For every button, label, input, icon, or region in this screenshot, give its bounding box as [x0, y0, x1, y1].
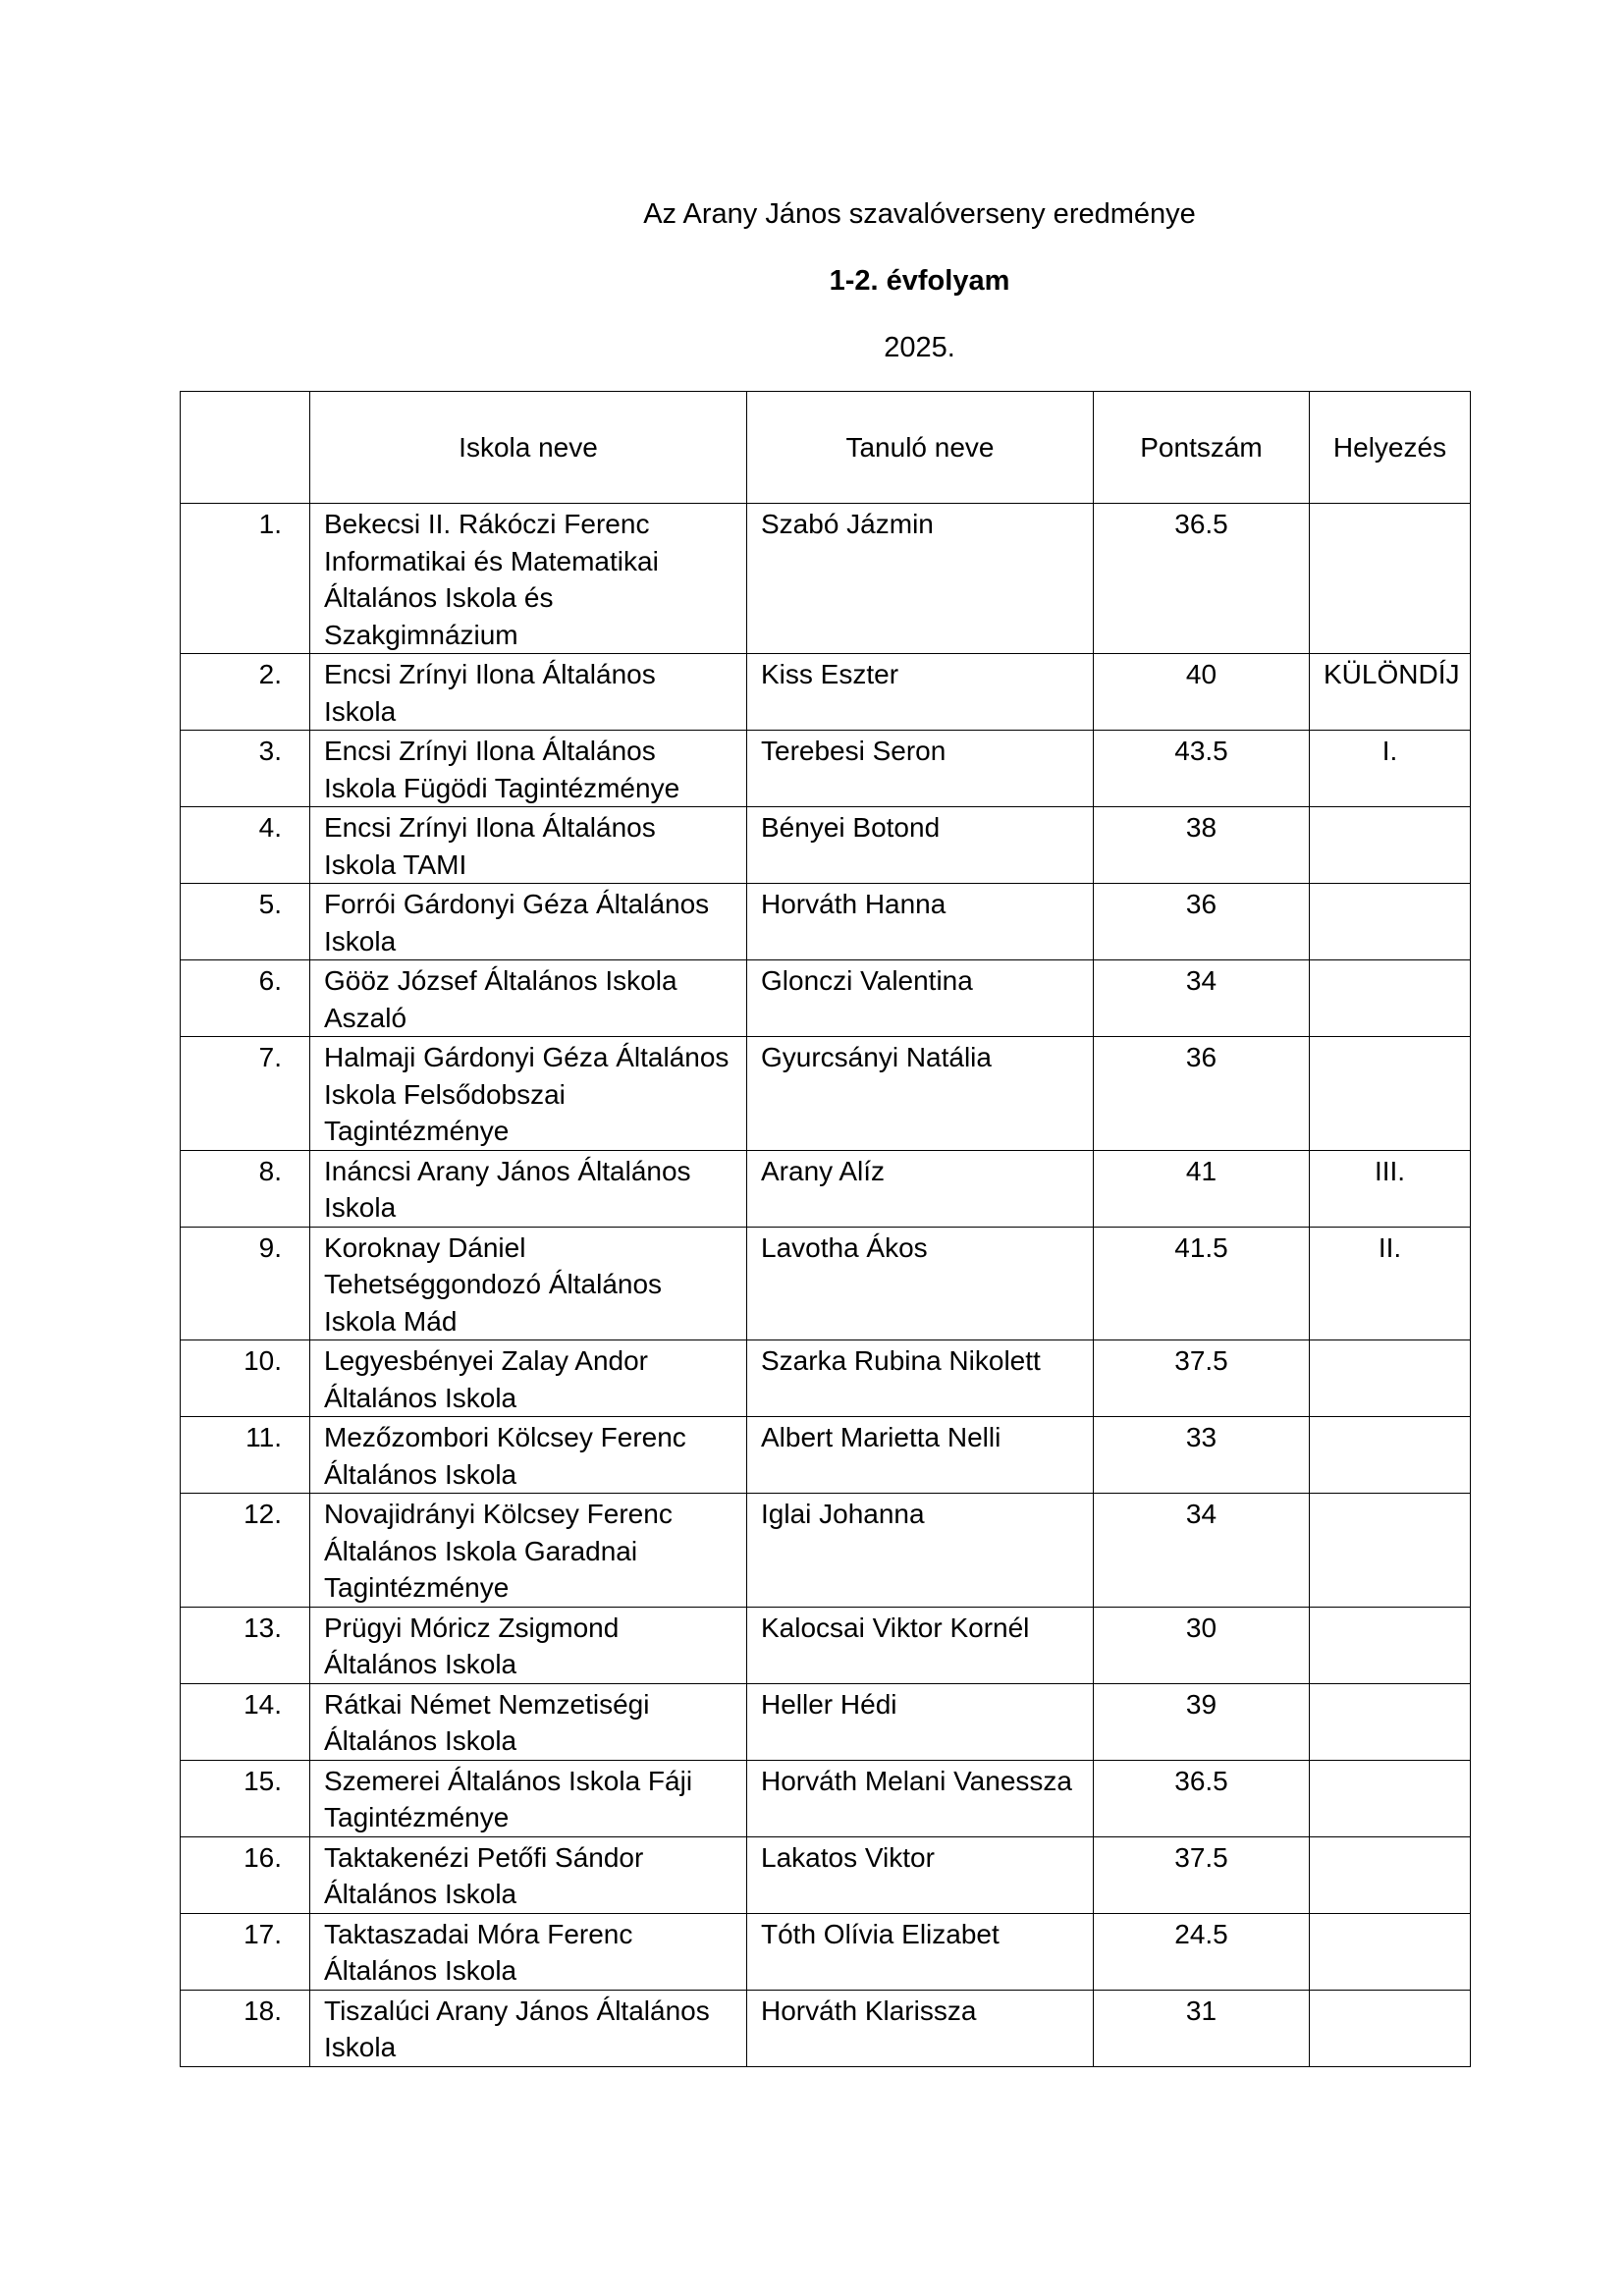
school-name-cell: Encsi Zrínyi Ilona Általános Iskola TAMI [310, 807, 747, 884]
school-name-cell: Gööz József Általános Iskola Aszaló [310, 960, 747, 1037]
school-name-cell: Tiszalúci Arany János Általános Iskola [310, 1990, 747, 2066]
score-cell: 36 [1094, 884, 1310, 960]
row-number: 11. [181, 1417, 310, 1494]
placement-cell: KÜLÖNDÍJ [1310, 654, 1471, 731]
school-name-cell: Szemerei Általános Iskola Fáji Tagintézménye [310, 1760, 747, 1836]
school-name-cell: Bekecsi II. Rákóczi Ferenc Informatikai és Matematikai Általános Iskola és Szakgimnázium [310, 504, 747, 654]
placement-cell: I. [1310, 731, 1471, 807]
table-row [181, 731, 1471, 807]
table-row [181, 1340, 1471, 1417]
row-number: 14. [181, 1683, 310, 1760]
score-cell: 36 [1094, 1037, 1310, 1151]
student-name-cell: Lakatos Viktor [747, 1836, 1094, 1913]
placement-cell [1310, 1760, 1471, 1836]
student-name-cell: Glonczi Valentina [747, 960, 1094, 1037]
row-number: 9. [181, 1227, 310, 1340]
table-row [181, 504, 1471, 654]
row-number: 4. [181, 807, 310, 884]
score-cell: 36.5 [1094, 504, 1310, 654]
student-name-cell: Gyurcsányi Natália [747, 1037, 1094, 1151]
student-name-cell: Kiss Eszter [747, 654, 1094, 731]
score-cell: 41 [1094, 1150, 1310, 1227]
school-name-cell: Prügyi Móricz Zsigmond Általános Iskola [310, 1607, 747, 1683]
student-name-cell: Szarka Rubina Nikolett [747, 1340, 1094, 1417]
table-row [181, 1037, 1471, 1151]
school-name-cell: Novajidrányi Kölcsey Ferenc Általános Iskola Garadnai Tagintézménye [310, 1494, 747, 1608]
table-row [181, 1760, 1471, 1836]
row-number: 5. [181, 884, 310, 960]
school-name-cell: Taktakenézi Petőfi Sándor Általános Iskola [310, 1836, 747, 1913]
score-cell: 37.5 [1094, 1340, 1310, 1417]
placement-cell [1310, 1417, 1471, 1494]
header-placement: Helyezés [1310, 392, 1471, 504]
placement-cell [1310, 960, 1471, 1037]
student-name-cell: Szabó Jázmin [747, 504, 1094, 654]
score-cell: 37.5 [1094, 1836, 1310, 1913]
student-name-cell: Albert Marietta Nelli [747, 1417, 1094, 1494]
placement-cell [1310, 884, 1471, 960]
table-row [181, 1836, 1471, 1913]
score-cell: 24.5 [1094, 1913, 1310, 1990]
table-row [181, 884, 1471, 960]
placement-cell: II. [1310, 1227, 1471, 1340]
student-name-cell: Heller Hédi [747, 1683, 1094, 1760]
score-cell: 39 [1094, 1683, 1310, 1760]
student-name-cell: Iglai Johanna [747, 1494, 1094, 1608]
score-cell: 41.5 [1094, 1227, 1310, 1340]
student-name-cell: Arany Alíz [747, 1150, 1094, 1227]
score-cell: 36.5 [1094, 1760, 1310, 1836]
table-row [181, 654, 1471, 731]
school-name-cell: Ináncsi Arany János Általános Iskola [310, 1150, 747, 1227]
table-row [181, 960, 1471, 1037]
table-row [181, 1607, 1471, 1683]
placement-cell [1310, 504, 1471, 654]
score-cell: 38 [1094, 807, 1310, 884]
placement-cell [1310, 1607, 1471, 1683]
table-row [181, 1913, 1471, 1990]
table-row [181, 1417, 1471, 1494]
row-number: 8. [181, 1150, 310, 1227]
table-row [181, 1150, 1471, 1227]
grade-heading: 1-2. évfolyam [829, 265, 1010, 297]
school-name-cell: Encsi Zrínyi Ilona Általános Iskola Fügödi Tagintézménye [310, 731, 747, 807]
school-name-cell: Legyesbényei Zalay Andor Általános Iskola [310, 1340, 747, 1417]
document-title: Az Arany János szavalóverseny eredménye [643, 198, 1196, 230]
header-student-name: Tanuló neve [747, 392, 1094, 504]
student-name-cell: Horváth Melani Vanessza [747, 1760, 1094, 1836]
table-row [181, 807, 1471, 884]
score-cell: 34 [1094, 960, 1310, 1037]
row-number: 18. [181, 1990, 310, 2066]
school-name-cell: Taktaszadai Móra Ferenc Általános Iskola [310, 1913, 747, 1990]
placement-cell [1310, 1683, 1471, 1760]
student-name-cell: Horváth Hanna [747, 884, 1094, 960]
placement-cell: III. [1310, 1150, 1471, 1227]
table-row [181, 1227, 1471, 1340]
row-number: 10. [181, 1340, 310, 1417]
school-name-cell: Halmaji Gárdonyi Géza Általános Iskola Felsődobszai Tagintézménye [310, 1037, 747, 1151]
placement-cell [1310, 1494, 1471, 1608]
school-name-cell: Koroknay Dániel Tehetséggondozó Általános Iskola Mád [310, 1227, 747, 1340]
student-name-cell: Horváth Klarissza [747, 1990, 1094, 2066]
row-number: 3. [181, 731, 310, 807]
table-row [181, 1494, 1471, 1608]
score-cell: 43.5 [1094, 731, 1310, 807]
score-cell: 40 [1094, 654, 1310, 731]
score-cell: 30 [1094, 1607, 1310, 1683]
table-row [181, 1990, 1471, 2066]
student-name-cell: Terebesi Seron [747, 731, 1094, 807]
placement-cell [1310, 1836, 1471, 1913]
table-row [181, 1683, 1471, 1760]
table-header-row [181, 392, 1471, 504]
placement-cell [1310, 1340, 1471, 1417]
score-cell: 34 [1094, 1494, 1310, 1608]
placement-cell [1310, 1037, 1471, 1151]
school-name-cell: Mezőzombori Kölcsey Ferenc Általános Iskola [310, 1417, 747, 1494]
row-number: 15. [181, 1760, 310, 1836]
row-number: 12. [181, 1494, 310, 1608]
row-number: 1. [181, 504, 310, 654]
school-name-cell: Forrói Gárdonyi Géza Általános Iskola [310, 884, 747, 960]
school-name-cell: Rátkai Német Nemzetiségi Általános Iskola [310, 1683, 747, 1760]
student-name-cell: Tóth Olívia Elizabet [747, 1913, 1094, 1990]
header-school-name: Iskola neve [310, 392, 747, 504]
header-score: Pontszám [1094, 392, 1310, 504]
header-number [181, 392, 310, 504]
placement-cell [1310, 1990, 1471, 2066]
school-name-cell: Encsi Zrínyi Ilona Általános Iskola [310, 654, 747, 731]
row-number: 6. [181, 960, 310, 1037]
row-number: 13. [181, 1607, 310, 1683]
results-table [180, 391, 1471, 2067]
row-number: 16. [181, 1836, 310, 1913]
row-number: 17. [181, 1913, 310, 1990]
student-name-cell: Lavotha Ákos [747, 1227, 1094, 1340]
row-number: 7. [181, 1037, 310, 1151]
placement-cell [1310, 1913, 1471, 1990]
placement-cell [1310, 807, 1471, 884]
student-name-cell: Bényei Botond [747, 807, 1094, 884]
student-name-cell: Kalocsai Viktor Kornél [747, 1607, 1094, 1683]
row-number: 2. [181, 654, 310, 731]
score-cell: 33 [1094, 1417, 1310, 1494]
score-cell: 31 [1094, 1990, 1310, 2066]
year-heading: 2025. [884, 332, 955, 363]
